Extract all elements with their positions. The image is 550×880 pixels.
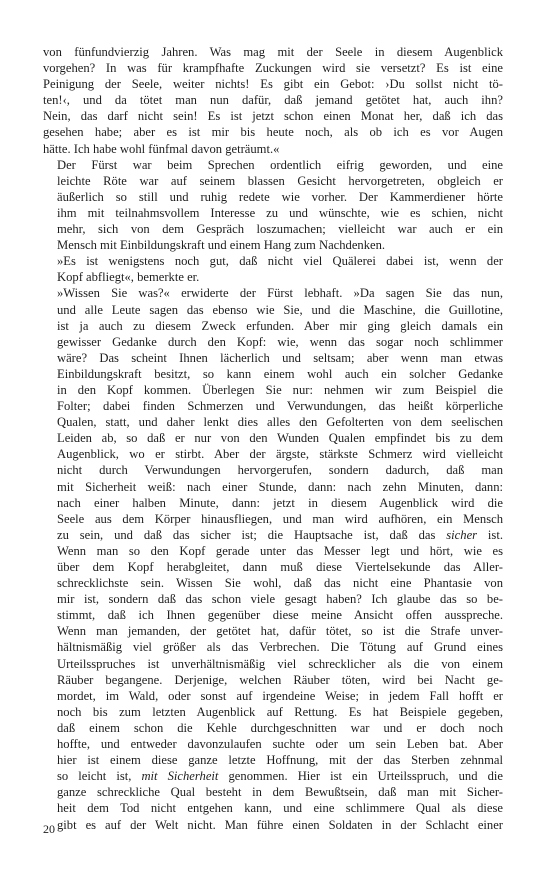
text-line: ten!‹, und da tötet man nun dafür, daß jemand getötet hat, auch ihn? bbox=[43, 93, 503, 108]
text-line: nach einer halben Minute, dann: jetzt in diesem Augenblick wird die bbox=[57, 495, 503, 510]
text-line: hätte. Ich habe wohl fünfmal davon geträumt.« bbox=[43, 141, 280, 156]
text-line: hoffte, und entweder davonzulaufen suchte oder um sein Leben bat. Aber bbox=[57, 737, 503, 752]
text-line: in den Kopf kommen. Überlegen Sie nur: nehmen wir zum Beispiel die bbox=[57, 382, 503, 397]
paragraph bbox=[43, 44, 503, 157]
text-line: mit Sicherheit weiß: nach einer Stunde, dann: nach zehn Minuten, dann: bbox=[57, 479, 503, 494]
text-line: Räuber begangene. Derjenige, welchen Räuber töten, wird bei Nacht ge- bbox=[57, 672, 503, 687]
text-line: ganze schreckliche Qual besteht in dem Bewußtsein, daß man mit Sicher- bbox=[57, 785, 503, 800]
paragraph bbox=[43, 253, 503, 285]
text-line: daß einem schon die Kehle durchgeschnitten war und er doch noch bbox=[57, 720, 503, 735]
text-line: Einbildungskraft besitzt, so kann einem wohl auch ein solcher Gedanke bbox=[57, 366, 503, 381]
text-line: ist ja auch zu diesem Zweck erfunden. Aber mir ging gleich damals ein bbox=[57, 318, 503, 333]
text-line: wäre? Das scheint Ihnen lächerlich und seltsam; aber wenn man etwas bbox=[57, 350, 503, 365]
text-line: Mensch mit Einbildungskraft und einem Hang zum Nachdenken. bbox=[57, 238, 386, 253]
text-line: stimmt, daß ich Ihnen gegenüber diese meine Ansicht offen ausspreche. bbox=[57, 608, 503, 623]
text-line: Seele aus dem Körper hinausfliegen, und man wird aufhören, ein Mensch bbox=[57, 511, 503, 526]
text-line: Nein, das darf nicht sein! Es ist jetzt schon einen Monat her, daß ich das bbox=[43, 109, 503, 124]
text-line: Kopf abfliegt«, bemerkte er. bbox=[57, 270, 200, 285]
page-number: 20 bbox=[43, 822, 55, 836]
text-line: Qualen, statt, und daher lenkt dies alles den Gefolterten von dem seelischen bbox=[57, 415, 503, 430]
text-line: mehr, sich von dem Gespräch loszumachen; vielleicht war auch er ein bbox=[57, 222, 503, 237]
text-line: Der Fürst war beim Sprechen ordentlich eifrig geworden, und eine bbox=[57, 157, 503, 172]
text-line: vorgehen? In was für krampfhafte Zuckungen wird sie versetzt? Es ist eine bbox=[43, 61, 503, 76]
text-line: heit dem Tod nicht entgehen kann, und eine schlimmere Qual als diese bbox=[57, 801, 503, 816]
emphasis: mit Sicherheit bbox=[141, 769, 219, 784]
text-line: schrecklichste sein. Wissen Sie wohl, daß das nicht eine Phantasie von bbox=[57, 576, 503, 591]
paragraph bbox=[43, 157, 503, 254]
text-line: noch bis zum letzten Augenblick auf Rettung. Es hat Beispiele gegeben, bbox=[57, 704, 503, 719]
text-line: »Wissen Sie was?« erwiderte der Fürst lebhaft. »Da sagen Sie das nun, bbox=[57, 286, 503, 301]
text-line: äußerlich so still und ruhig redete wie vorher. Der Kammerdiener hörte bbox=[57, 189, 503, 204]
text-line: Augenblick, wo er stirbt. Aber der ärgste, stärkste Schmerz wird vielleicht bbox=[57, 447, 503, 462]
text-line: Folter; dabei finden Schmerzen und Verwundungen, das heißt körperliche bbox=[57, 399, 503, 414]
text-line: nicht durch Verwundungen hervorgerufen, sondern dadurch, daß man bbox=[57, 463, 503, 478]
text-line: leichte Röte war auf seinem blassen Gesicht hervorgetreten, obgleich er bbox=[57, 173, 503, 188]
text-line: »Es ist wenigstens noch gut, daß nicht viel Quälerei dabei ist, wenn der bbox=[57, 254, 503, 269]
text-line: von fünfundvierzig Jahren. Was mag mit der Seele in diesem Augenblick bbox=[43, 45, 503, 59]
text-line: Wenn man so den Kopf gerade unter das Messer legt und hört, wie es bbox=[57, 543, 503, 558]
text-line: so leicht ist, mit Sicherheit genommen. Hier ist ein Urteilsspruch, und die bbox=[57, 769, 503, 784]
emphasis: sicher bbox=[446, 527, 478, 542]
text-line: Wenn man jemanden, der getötet hat, dafür tötet, so ist die Strafe unver- bbox=[57, 624, 503, 639]
text-line: Urteilsspruches ist unverhältnismäßig viel schrecklicher als die von einem bbox=[57, 656, 503, 671]
paragraph bbox=[43, 285, 503, 832]
text-line: Peinigung der Seele, weiter nichts! Es gibt ein Gebot: ›Du sollst nicht tö- bbox=[43, 77, 503, 92]
text-line: hier ist einem diese ganze letzte Hoffnung, mit der das Sterben zehnmal bbox=[57, 753, 503, 768]
text-line: gewisser Gedanke durch den Kopf: wie, wenn das sogar noch schlimmer bbox=[57, 334, 503, 349]
text-line: Leiden ab, so daß er nur von den Wunden Qualen empfindet bis zu dem bbox=[57, 431, 503, 446]
text-line: mordet, im Wald, oder sonst auf irgendeine Weise; in jedem Fall hofft er bbox=[57, 688, 503, 703]
page-body bbox=[43, 44, 503, 833]
text-line: hältnismäßig viel größer als das Verbrechen. Die Tötung auf Grund eines bbox=[57, 640, 503, 655]
text-line: mir ist, sondern daß das schon viele gesagt haben? Ich glaube das so be- bbox=[57, 592, 503, 607]
text-line: zu sein, und daß das sicher ist; die Hauptsache ist, daß das sicher ist. bbox=[57, 527, 503, 542]
text-line: über dem Kopf herabgleitet, dann muß diese Viertelsekunde das Aller- bbox=[57, 560, 503, 574]
text-line: ihm mit teilnahmsvollem Interesse zu und wünschte, wie es schien, nicht bbox=[57, 205, 503, 220]
text-line: gibt es auf der Welt nicht. Man führe einen Soldaten in der Schlacht einer bbox=[57, 817, 503, 832]
text-line: und alle Leute sagen das ebenso wie Sie, und die Maschine, die Guillotine, bbox=[57, 302, 503, 317]
text-line: gesehen habe; aber es ist mir bis heute noch, als ob ich es vor Augen bbox=[43, 125, 503, 140]
